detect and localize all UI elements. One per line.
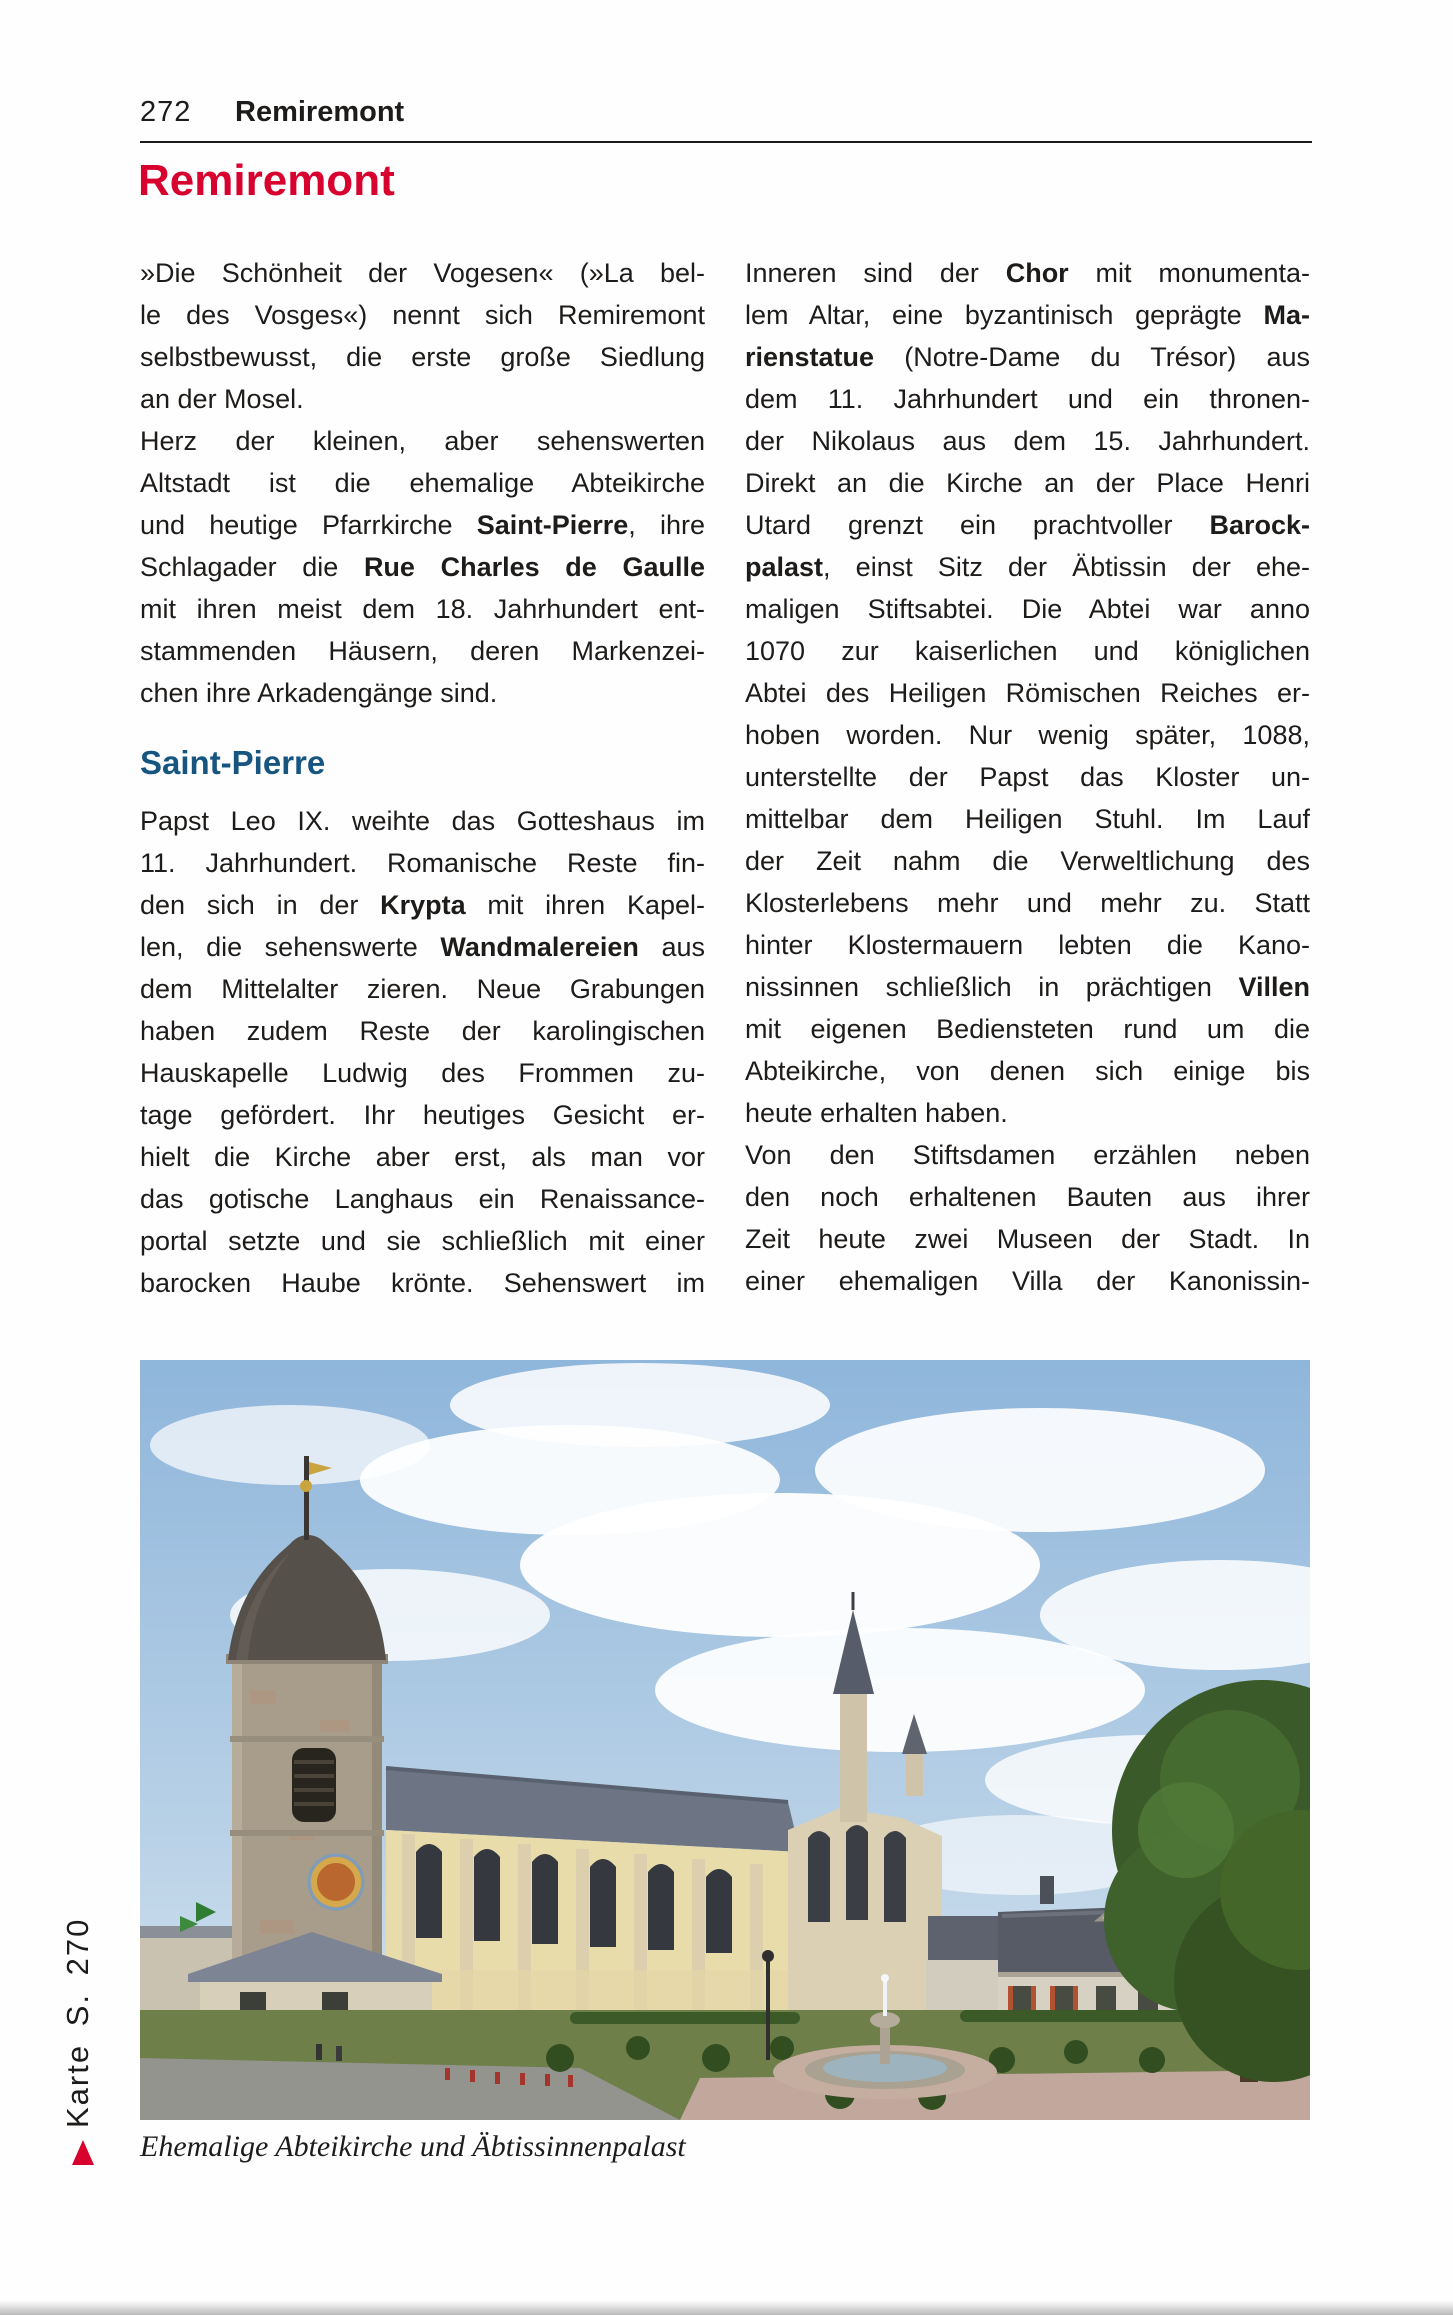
text-line: heute erhalten haben.: [745, 1098, 1008, 1128]
text-line: mittelbar dem Heiligen Stuhl. Im Lauf: [745, 804, 1310, 834]
page-bottom-shadow: [0, 2300, 1453, 2315]
text-line: portal setzte und sie schließlich mit einer: [140, 1226, 705, 1256]
text-line: hielt die Kirche aber erst, als man vor: [140, 1142, 705, 1172]
page-number: 272: [140, 96, 192, 128]
text-line: Direkt an die Kirche an der Place Henri: [745, 468, 1310, 498]
text-line: einer ehemaligen Villa der Kanonissin-: [745, 1266, 1310, 1296]
column-left: [140, 252, 705, 1304]
text-line: das gotische Langhaus ein Renaissance-: [140, 1184, 705, 1214]
text-line: unterstellte der Papst das Kloster un-: [745, 762, 1310, 792]
text-line: Herz der kleinen, aber sehenswerten: [140, 426, 705, 456]
text-line: rienstatue (Notre-Dame du Trésor) aus: [745, 342, 1310, 372]
text-line: an der Mosel.: [140, 384, 304, 414]
text-line: tage gefördert. Ihr heutiges Gesicht er-: [140, 1100, 705, 1130]
abbey-photo: [140, 1360, 1310, 2120]
header-rule: [140, 141, 1312, 143]
subsection-heading: Saint-Pierre: [140, 744, 326, 781]
text-line: 1070 zur kaiserlichen und königlichen: [745, 636, 1310, 666]
abbey-nave: [386, 1768, 800, 2038]
text-line: dem Mittelalter zieren. Neue Grabungen: [140, 974, 705, 1004]
text-line: »Die Schönheit der Vogesen« (»La bel-: [140, 258, 705, 288]
text-line: Klosterlebens mehr und mehr zu. Statt: [745, 888, 1310, 918]
article-body: [140, 252, 1310, 1304]
text-line: Hauskapelle Ludwig des Frommen zu-: [140, 1058, 705, 1088]
text-line: Utard grenzt ein prachtvoller Barock-: [745, 510, 1310, 540]
text-line: le des Vosges«) nennt sich Remiremont: [140, 300, 705, 330]
text-line: Abteikirche, von denen sich einige bis: [745, 1056, 1310, 1086]
map-ref-tab: [60, 1918, 96, 2128]
text-line: chen ihre Arkadengänge sind.: [140, 678, 498, 708]
text-line: len, die sehenswerte Wandmalereien aus: [140, 932, 705, 962]
text-line: Von den Stiftsdamen erzählen neben: [745, 1140, 1310, 1170]
text-line: Altstadt ist die ehemalige Abteikirche: [140, 468, 705, 498]
text-line: Abtei des Heiligen Römischen Reiches er-: [745, 678, 1310, 708]
text-line: lem Altar, eine byzantinisch geprägte Ma-: [745, 300, 1310, 330]
text-line: dem 11. Jahrhundert und ein thronen-: [745, 384, 1310, 414]
text-line: maligen Stiftsabtei. Die Abtei war anno: [745, 594, 1310, 624]
text-line: und heutige Pfarrkirche Saint-Pierre, ihre: [140, 510, 705, 540]
running-head-title: Remiremont: [235, 96, 405, 128]
page-title: Remiremont: [138, 156, 395, 205]
text-line: den sich in der Krypta mit ihren Kapel-: [140, 890, 705, 920]
text-line: der Nikolaus aus dem 15. Jahrhundert.: [745, 426, 1310, 456]
text-line: Papst Leo IX. weihte das Gotteshaus im: [140, 806, 705, 836]
text-line: hinter Klostermauern lebten die Kano-: [745, 930, 1310, 960]
text-line: den noch erhaltenen Bauten aus ihrer: [745, 1182, 1310, 1212]
text-line: palast, einst Sitz der Äbtissin der ehe-: [745, 552, 1310, 582]
text-line: stammenden Häusern, deren Markenzei-: [140, 636, 705, 666]
text-line: haben zudem Reste der karolingischen: [140, 1016, 705, 1046]
triangle-up-icon: [72, 2140, 94, 2165]
text-line: selbstbewusst, die erste große Siedlung: [140, 342, 705, 372]
abbey-photo-illustration: [140, 1360, 1310, 2120]
column-right: [745, 252, 1310, 1304]
text-line: barocken Haube krönte. Sehenswert im: [140, 1268, 705, 1298]
running-header: [140, 96, 1310, 136]
text-line: mit eigenen Bediensteten rund um die: [745, 1014, 1310, 1044]
text-line: Zeit heute zwei Museen der Stadt. In: [745, 1224, 1310, 1254]
photo-caption: Ehemalige Abteikirche und Äbtissinnenpalast: [140, 2130, 686, 2163]
map-ref-label: Karte S. 270: [60, 1917, 95, 2128]
text-line: mit ihren meist dem 18. Jahrhundert ent-: [140, 594, 705, 624]
text-line: hoben worden. Nur wenig später, 1088,: [745, 720, 1310, 750]
text-line: Inneren sind der Chor mit monumenta-: [745, 258, 1310, 288]
text-line: Schlagader die Rue Charles de Gaulle: [140, 552, 705, 582]
text-line: der Zeit nahm die Verweltlichung des: [745, 846, 1310, 876]
text-line: 11. Jahrhundert. Romanische Reste fin-: [140, 848, 705, 878]
text-line: nissinnen schließlich in prächtigen Villen: [745, 972, 1310, 1002]
